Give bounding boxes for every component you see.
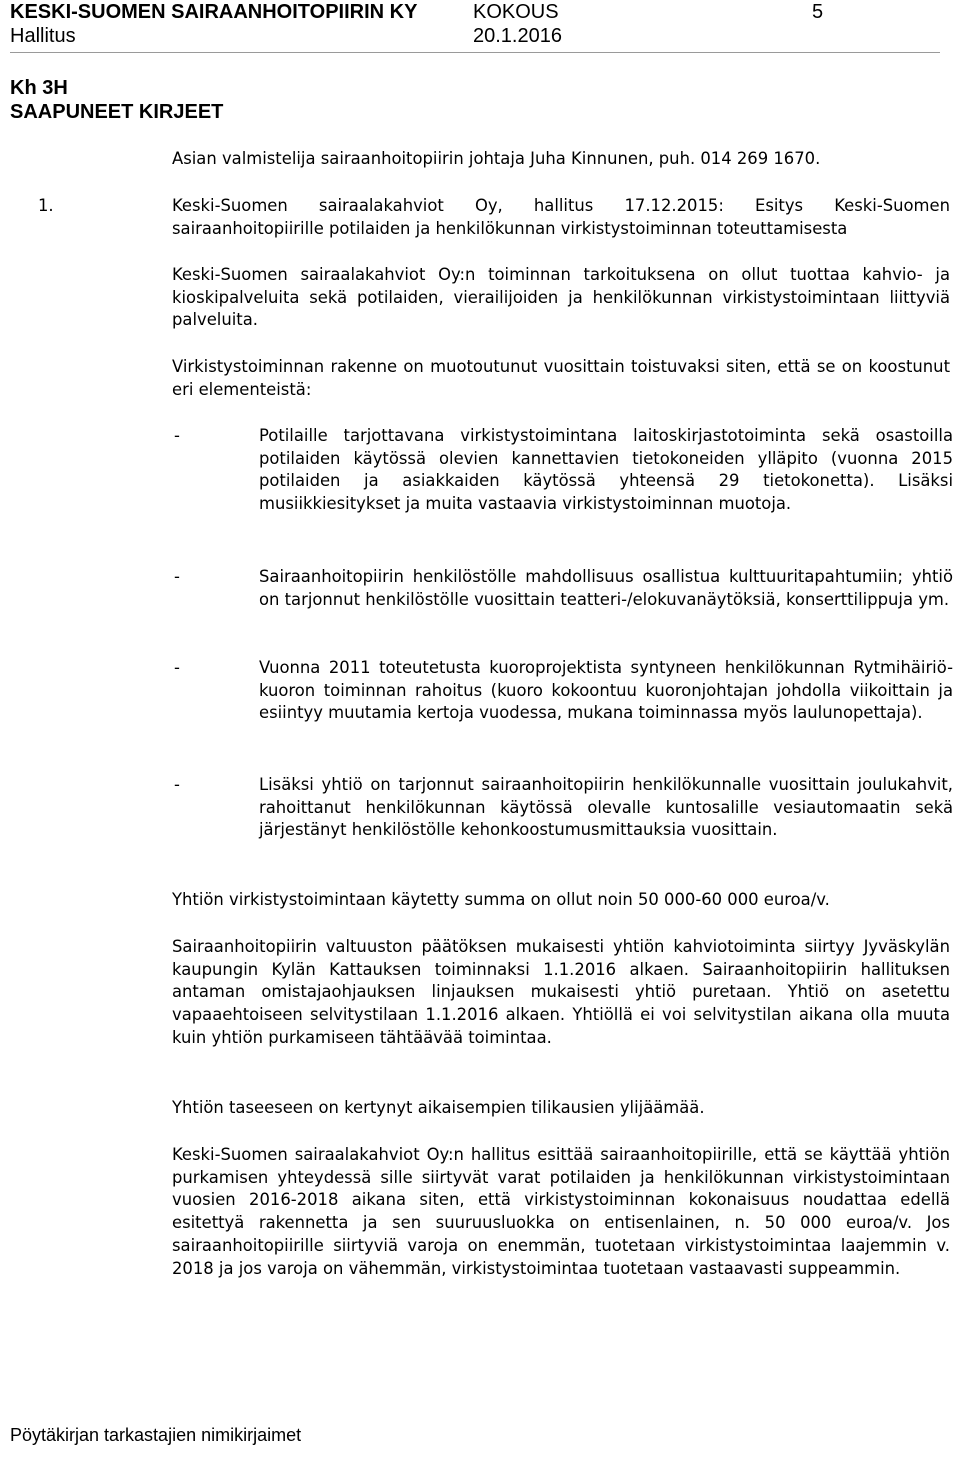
paragraph-budget: Yhtiön virkistystoimintaan käytetty summa on ollut noin 50 000-60 000 euroa/v. xyxy=(172,890,830,909)
bullet-marker: - xyxy=(174,567,180,586)
page-number: 5 xyxy=(812,1,824,23)
header-divider xyxy=(10,52,940,53)
paragraph-surplus: Yhtiön taseeseen on kertynyt aikaisempien tilikausien ylijäämää. xyxy=(172,1098,705,1117)
bullet-item: Vuonna 2011 toteutetusta kuoroprojektista syntyneen henkilökunnan Rytmihäiriö-kuoron toiminnan rahoitus (kuoro kokoontuu kuoronjohtajan johdolla viikoittain ja esiintyy muutamia kertoja vuodessa, mukana toiminnassa myös laulunopettaja). xyxy=(259,658,953,723)
section-title: SAAPUNEET KIRJEET xyxy=(10,101,224,123)
paragraph-proposal: Keski-Suomen sairaalakahviot Oy:n hallitus esittää sairaanhoitopiirille, että se käyttää yhtiön purkamisen yhteydessä sille siirtyvät varat potilaiden ja henkilökunnan virkistystoimintaan vuosien 2016-2018 aikana siten, että virkistystoiminnan kokonaisuus noudattaa edellä esitettyä rakennetta ja sen suuruusluokka on entisenlainen, n. 50 000 euroa/v. Jos sairaanhoitopiirille siirtyviä varoja on enemmän, tuotetaan virkistystoimintaa laajemmin v. 2018 ja jos varoja on vähemmän, virkistystoimintaa tuotetaan vastaavasti suppeammin. xyxy=(172,1145,950,1278)
bullet-marker: - xyxy=(174,426,180,445)
item-title: Keski-Suomen sairaalakahviot Oy, hallitus 17.12.2015: Esitys Keski-Suomen sairaanhoitopiirille potilaiden ja henkilökunnan virkistystoiminnan toteuttamisesta xyxy=(172,196,950,238)
item-number: 1. xyxy=(38,196,54,215)
bullet-item: Potilaille tarjottavana virkistystoimintana laitoskirjastotoiminta sekä osastoilla potilaiden käytössä olevien kannettavien tietokoneiden ylläpito (vuonna 2015 potilaiden ja asiakkaiden käytössä yhteensä 29 tietokonetta). Lisäksi musiikkiesitykset ja muita vastaavia virkistystoiminnan muotoja. xyxy=(259,426,953,514)
paragraph-structure: Virkistystoiminnan rakenne on muotoutunut vuosittain toistuvaksi siten, että se on koostunut eri elementeistä: xyxy=(172,357,950,399)
footer-initials-label: Pöytäkirjan tarkastajien nimikirjaimet xyxy=(10,1425,302,1445)
paragraph-purpose: Keski-Suomen sairaalakahviot Oy:n toiminnan tarkoituksena on ollut tuottaa kahvio- ja kioskipalveluita sekä potilaiden, vierailijoiden ja henkilökunnan virkistystoimintaan liittyviä palveluita. xyxy=(172,265,950,330)
preparer-line: Asian valmistelija sairaanhoitopiirin johtaja Juha Kinnunen, puh. 014 269 1670. xyxy=(172,149,821,168)
governing-body: Hallitus xyxy=(10,25,76,47)
organization-name: KESKI-SUOMEN SAIRAANHOITOPIIRIN KY xyxy=(10,1,418,23)
meeting-date: 20.1.2016 xyxy=(473,25,562,47)
meeting-type: KOKOUS xyxy=(473,1,559,23)
paragraph-transfer: Sairaanhoitopiirin valtuuston päätöksen mukaisesti yhtiön kahviotoiminta siirtyy Jyväskylän kaupungin Kylän Kattauksen toiminnaksi 1.1.2016 alkaen. Sairaanhoitopiirin hallituksen antaman omistajaohjauksen linjauksen mukaisesti yhtiö puretaan. Yhtiö on asetettu vapaaehtoiseen selvitystilaan 1.1.2016 alkaen. Yhtiöllä ei voi selvitystilan aikana olla muuta kuin yhtiön purkamiseen tähtäävää toimintaa. xyxy=(172,937,950,1047)
bullet-item: Sairaanhoitopiirin henkilöstölle mahdollisuus osallistua kulttuuritapahtumiin; yhtiö on tarjonnut henkilöstölle vuosittain teatteri-/elokuvanäytöksiä, konserttilippuja ym. xyxy=(259,567,953,609)
bullet-marker: - xyxy=(174,658,180,677)
bullet-item: Lisäksi yhtiö on tarjonnut sairaanhoitopiirin henkilökunnalle vuosittain joulukahvit, rahoittanut henkilökunnan käytössä olevalle kuntosalille vesiautomaatin sekä järjestänyt henkilöstölle kehonkoostumusmittauksia vuosittain. xyxy=(259,775,953,840)
bullet-marker: - xyxy=(174,775,180,794)
section-code: Kh 3H xyxy=(10,77,68,99)
